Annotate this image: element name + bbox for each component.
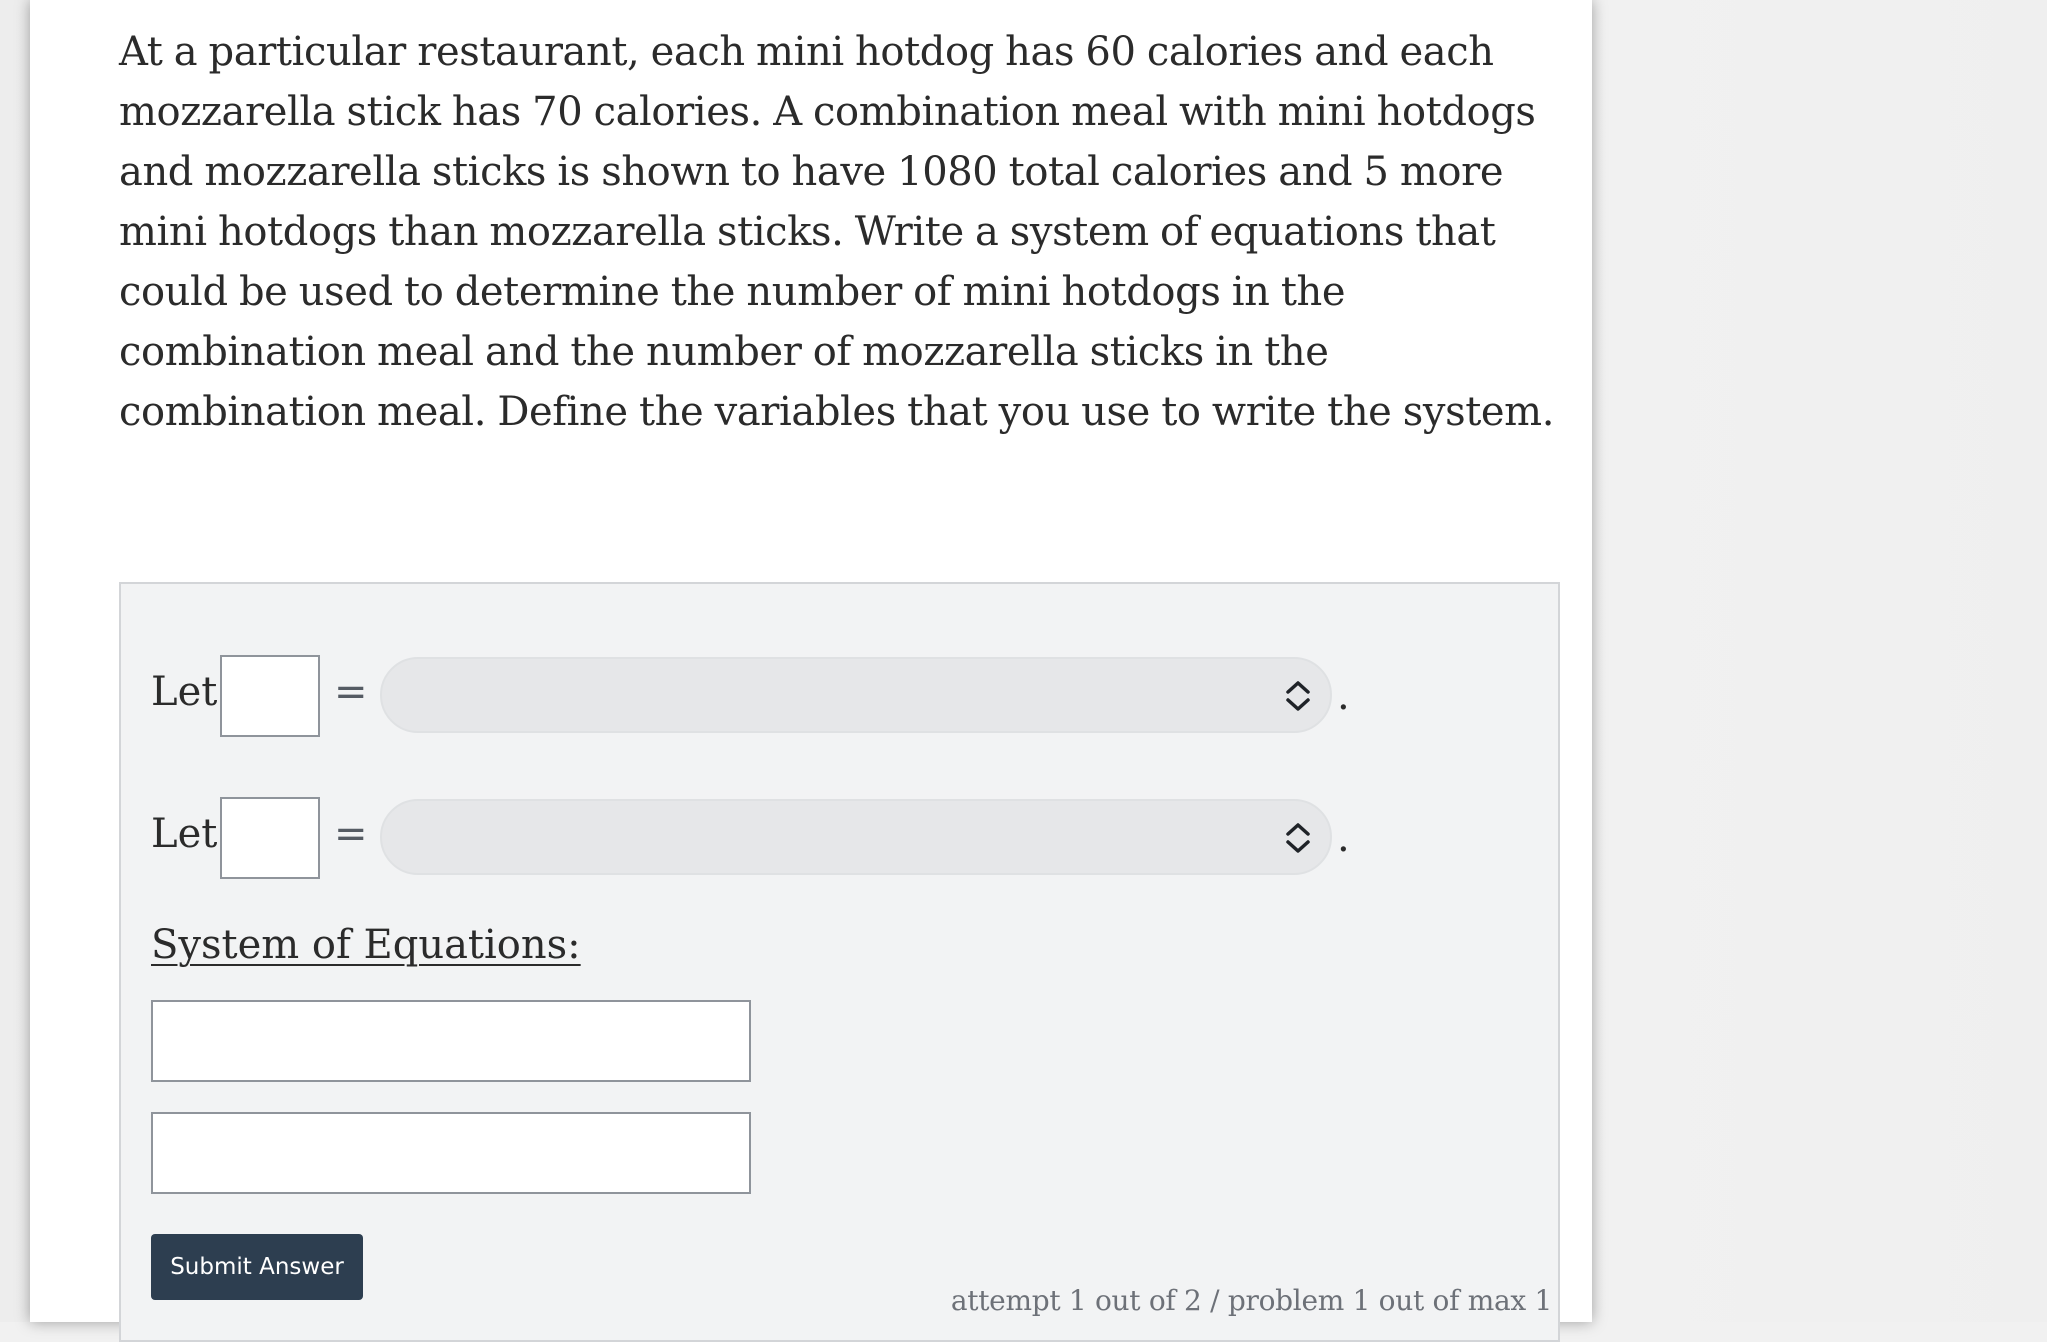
variable-input-2[interactable] — [220, 797, 320, 879]
variable-input-1[interactable] — [220, 655, 320, 737]
question-text: At a particular restaurant, each mini hotdog has 60 calories and each mozzarella stick has 70 calories. A combination meal with mini hotdogs and mozzarella sticks is shown to have 1080 total calories and 5 more mini hotdogs than mozzarella sticks. Write a system of equations that could be used to determine the number of mini hotdogs in the combination meal and the number of mozzarella sticks in the combination meal. Define the variables that you use to write the system. — [119, 29, 1555, 435]
equals-sign: = — [334, 811, 368, 857]
period: . — [1337, 673, 1350, 719]
variable-definition-select-1[interactable] — [380, 657, 1332, 733]
system-of-equations-heading: System of Equations: — [151, 922, 581, 968]
equation-input-1[interactable] — [151, 1000, 751, 1082]
let-label: Let — [151, 669, 218, 715]
chevron-up-down-icon — [1282, 821, 1314, 855]
period: . — [1337, 815, 1350, 861]
variable-definition-select-2[interactable] — [380, 799, 1332, 875]
attempt-counter: attempt 1 out of 2 / problem 1 out of max 1 — [950, 1284, 1552, 1317]
equals-sign: = — [334, 669, 368, 715]
equation-input-2[interactable] — [151, 1112, 751, 1194]
variable-definition-row-2 — [151, 797, 1451, 879]
variable-definition-row-1 — [151, 655, 1451, 737]
submit-answer-button[interactable]: Submit Answer — [151, 1234, 363, 1300]
question-card — [30, 0, 1592, 1322]
answer-panel — [119, 582, 1560, 1342]
let-label: Let — [151, 811, 218, 857]
chevron-up-down-icon — [1282, 679, 1314, 713]
